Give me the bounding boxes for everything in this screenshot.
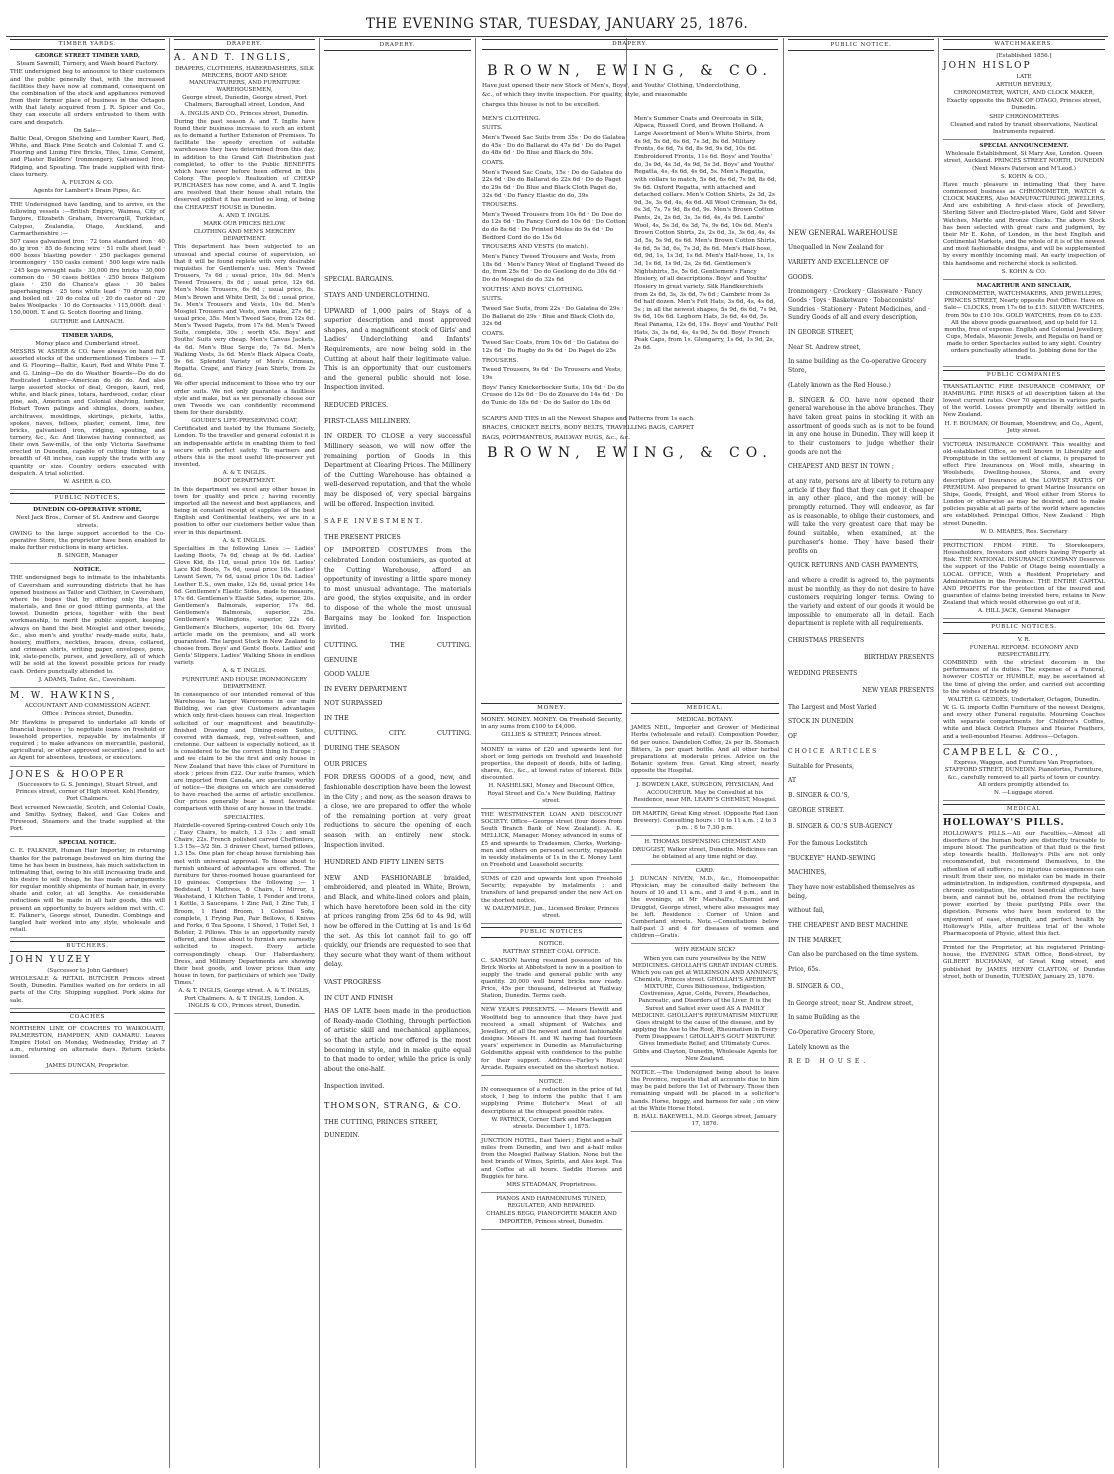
ad-text: IN EVERY DEPARTMENT (324, 684, 408, 693)
ad-body: HAS OF LATE been made in the production of Ready-made Clothing, through perfection of artistic skill and mechanical appliances, so that the article now offered is the most becoming in style, and in make quite equal to that made to order, while the price is only about the one-half. (324, 1007, 471, 1073)
advertisement (10, 507, 165, 564)
ad-text: B. SINGER & CO.'S SUB-AGENCY (788, 823, 893, 831)
column-4-lower (477, 702, 626, 1468)
spacer (324, 54, 471, 269)
ad-body: Have much pleasure in intimating that they have commenced business as CHRONOMETER, WATCH & CLOCK MAKERS, Also MANUFACTURING JEWELLERS, And are exhibiting A first-class stock of Jewellery, Sterling Silver and Electro-plated Ware, Gold and Silver Watches, Marble and Bronze Clocks. The above Stock has been selected with great care and judgment, by their Mr E. Kohn, of London, in the best English and Continental Markets, and the whole of it is of the newest and most fashionable designs, and will be supplemented by every monthly incoming mail. An early inspection of this handsome and recherché stock is solicited. (943, 181, 1105, 267)
ad-title: GEORGE STREET TIMBER YARD, (35, 53, 140, 60)
advertisement (481, 1007, 622, 1075)
ad-body: JAMES NEIL, Importer and Grower of Medicinal Herbs (wholesale and retail). Composition Powder, 6d per ounce. Dandelion Coffee, 2s per lb. Stomach Bitters, 2s per quart bottle. And all other herbal preparations at moderate prices. Advice on the Botanic system free. Great King street, nearly opposite the Hospital. (631, 725, 779, 775)
ad-text: The Largest and Most Varied (788, 703, 877, 711)
ad-text: SCARFS AND TIES in all the Newest Shapes and Patterns from 1s each. (482, 415, 695, 422)
ad-text: (Lately known as the Red House.) (788, 381, 891, 389)
section-header: MEDICAL. (631, 703, 779, 714)
ad-heading: CLOTHING AND MEN'S MERCERY DEPARTMENT. (193, 229, 296, 243)
ad-body: OF IMPORTED COSTUMES from the celebrated London costumiers, as quoted at the Cutting Warehouse, afford an opportunity of investing a little spare money to most unusual advantage. The materials are good, the styles exquisite, and in order to dispose of the whole the most unusual Bargains may be looked for. Inspection invited. (324, 546, 471, 632)
advertisement (943, 442, 1105, 540)
ad-subtitle: DRAPERS, CLOTHIERS, HABERDASHERS, SILK MERCERS, BOOT AND SHOE MANUFACTURERS, AND FURNITURE WAREHOUSEMEN, (175, 65, 314, 94)
ad-body: Hairdelle-covered Spring-centred Couch only 10s ; Easy Chairs, to match, 1.3 13s ; and small Chairs, 22s. French polished carved Cheffoniers, 1.3 15s—3/2 5in. 3 drawer Chest, turned pillows, 1.3 15s. One plan for cheap house furnishing has met with universal approval. To those about to furnish unheard of advantages are offered. The furniture for three-roomed house guaranteed for 10 guineas. Comprises the following :— 1 Bedstead, 1 Mattress, 6 Chairs, 1 Mirror, 1 Washstand, 1 Kitchen Table, 1 Fender and irons, 1 Kettle, 3 Saucepans, 1 Zinc Pail, 1 Zinc Tub, 1 Broom, 1 Hand Broom, 1 Colonial Sofa, complete, 1 Frying Pan, Pair Bellows, 6 Knives and Forks, 6 Tea Spoons, 1 Shovel, 1 Toilet Set, 1 Bolster, 2 Pillows. This is an opportunity rarely offered, and those about to furnish are earnestly solicited to inspect. Every article correspondingly cheap. Our Haberdashery, Dress, and Millinery Departments are showing their best goods, and lower prices than any house in town, for particulars of which see 'Daily Times.' (174, 822, 315, 987)
ad-title: NEW GENERAL WAREHOUSE (788, 229, 898, 238)
ad-body: IN consequence of a reduction in the price of fat stock, I beg to inform the public that I am supplying Prime Butcher's Meat of all descriptions at the cheapest possible rates. (481, 1087, 622, 1115)
ad-body: NORTHERN LINE OF COACHES TO WAIKOUAITI, PALMERSTON, HAMPDEN, AND OAMARU. Leaves Empire Hotel on Monday, Wednesday, Friday at 7 a.m., returning on alternate days. Return tickets issued. (10, 1025, 165, 1061)
list-body: Men's Tweed Sac Suits from 35s · Do do Galatea do 45s · Do do Ballarat do 47s 6d · Do do Paget do 48s 6d · Do Blue and Black do 59s. (482, 135, 626, 157)
column-rule (475, 38, 476, 1468)
ad-signature: J. ADAMS, Tailor, &c., Caversham. (38, 676, 137, 683)
ad-text: In same Building as the (788, 1014, 860, 1022)
section-header: COACHES (10, 1012, 165, 1023)
ad-body: FOR DRESS GOODS of a good, new, and fashionable description have been the lowest in the City ; and now, as the season draws to a close, we are prepared to offer the whole of the remaining portion at very great reductions to secure the opening of each season with an entirely new stock. Inspection invited. (324, 773, 471, 849)
ad-body: WHOLESALE & RETAIL BUTCHER Princes street South, Dunedin. Families waited on for orders in all parts of the City. Shipping supplied. Pork skins for sale. (10, 976, 165, 1004)
ad-text: WEDDING PRESENTS (788, 670, 858, 678)
list-body: Men's Summer Coats and Overcoats in Silk, Alpaca, Russell Cord, and Brown Holland. A Large Assortment of Men's White Shirts, from 4s 9d, 5s 6d, 6s 6d, 7s 3d, 8s 6d. Military Fronts, 6s 6d, 7s 6d, 8s 9d, 9s 6d, 10s 6d. Embroidered Fronts, 11s 6d. Boys' and Youths' do, 3s 9d, 4s 3d, 4s 9d, 5s 3d. Boys' and Youths' Regatta, 4s, 4s 6d, 4s 6d, 5s. Men's Regatta, with collars to match, 5s 6d, 6s 6d, 7s 9d, 8s 6d, 9s 6d. Oxford Regatta, with attached and detached collars. Men's Cotton Shirts, 2s 3d, 2s 9d, 3s, 3s 6d, 4s, 4s 6d. All Wool Crimean, 5s 6d, 6s 3d, 7s, 7s 9d, 8s 6d, 9s. Men's Brown Cotton Pants, 2s, 2s 6d, 3s, 3s 6d, 4s, 4s 9d. Lambs' Wool, 4s, 5s 3d, 6s 3d, 7s, 9s 6d, 10s 6d. Men's Brown Cotton Shirts, 2s, 2s 6d, 3s, 3s 6d, 4s, 4s 3d, 5s, 5s 9d, 6s 6d. Men's Brown Cotton Shirts, 4s 6d, 5s 3d, 6s, 7s 3d, 8s 6d. Men's Half-hose, 6d, 9d, 1s, 1s 3d, 1s 6d. Men's Half-hose, 1s, 1s 3d, 1s 6d, 1s 9d, 2s, 2s 6d. Gentlemen's Nightshirts, 5s, 5s 6d. Gentlemen's Fancy Hosiery, of all descriptions. Boys' and Youths' Hosiery in great variety. Silk Handkerchiefs from 2s 6d, 3s, 3s 6d, 7s 6d ; Cambric from 3s 6d half dozen. Men's Felt Hats, 3s 6d, 4s, 4s 6d, 5s ; in all the newest shapes, 5s 9d, 6s 6d, 7s 9d, 9s 6d, 10s 6d. Leghorn Hats, 3s 6d, 4s 6d, 5s. Real Panama, 12s 6d, 15s. Boys' and Youths' Felt Hats, 3s, 3s 6d, 4s, 4s 9d, 5s 6d. Boys' French Peak Caps, from 1s. Glengarry, 1s 6d, 1s 9d, 2s, 2s 6d. (634, 115, 778, 351)
ad-text: THE (390, 640, 405, 649)
ad-text: BAGS, PORTMANTEUS, RAILWAY RUGS, &c., &c. (482, 434, 630, 441)
ad-subtitle: CHRONOMETER, WATCH, AND CLOCK MAKER, (953, 90, 1095, 97)
ad-signature: A. AND T. INGLIS. (218, 212, 271, 219)
advertisement (631, 947, 779, 1067)
ad-signature: A. & T. INGLIS. (222, 470, 267, 477)
ad-heading: HUNDRED AND FIFTY LINEN SETS (324, 858, 444, 867)
ad-heading: SPECIAL BARGAINS. (324, 275, 394, 284)
ad-signature: GILLIES & STREET, Princes street. (501, 732, 602, 739)
advertisement (631, 811, 779, 836)
ad-signature: A. & T. INGLIS. (222, 537, 267, 544)
ad-body: JUNCTION HOTEL, East Taieri ; Eight and a-half miles from Dunedin, and two and a-half miles from the Mosgiel Railway Station. None but the best brands of Wines, Spirits, and Ales kept. Tea and Coffee at all hours. Saddle Horses and Buggies for hire. (481, 1137, 622, 1180)
ad-signature: W. ASHER & CO. (63, 478, 112, 485)
advertisement (10, 202, 165, 330)
ad-text: Exactly opposite the BANK OF OTAGO, Princes street, Dunedin. (946, 98, 1102, 112)
ad-signature: JAMES DUNCAN, Proprietor. (46, 1062, 129, 1069)
list-body: Tweed Sac Coats, from 10s 6d · Do Galatea do 12s 6d · Do Rugby do 9s 6d · Do Paget do 25s (482, 340, 619, 355)
ad-title: TIMBER YARDS, (61, 332, 114, 339)
ad-title: NOTICE. (73, 567, 102, 574)
price-list-left (482, 116, 626, 410)
ad-heading: VAST PROGRESS (324, 977, 382, 986)
ad-title: SPECIAL NOTICE. (58, 840, 117, 847)
ad-heading: FURNITURE AND HOUSE IRONMONGERY DEPARTMENT. (182, 676, 307, 690)
ad-body: PIANOS AND HARMONIUMS TUNED, REGULATED, AND REPAIRED. (496, 1196, 607, 1210)
ad-title: HOLLOWAY'S PILLS. (943, 818, 1065, 829)
ad-title: M. W. HAWKINS, (10, 690, 117, 701)
advertisement (10, 333, 165, 490)
ad-body: MONEY in sums of £20 and upwards lent for short or long periods on freehold and leasehold properties, the deposit of deeds, bills of lading, shares, &c., &c., at lowest rates of interest. Bills discounted. (481, 746, 622, 782)
ad-text: QUICK RETURNS AND CASH PAYMENTS, (788, 562, 919, 570)
column-2 (170, 38, 319, 1468)
ad-text: B. SINGER & CO.'S, (788, 791, 850, 799)
ad-text: Unequalled in New Zealand for (788, 244, 884, 252)
ad-body: W. G. G. imports Coffin Furniture of the newest Designs, and every other Funeral requisite. Mourning Coaches with separate compartments for Children's Coffins, white and black Ostrich Plumes and Hearse Feathers, and a well-mounted Hearse. Address—Octagon. (943, 705, 1105, 740)
ad-signature: A. & T. INGLIS. (222, 668, 267, 675)
advertisement (631, 868, 779, 945)
ad-text: GOODS. (788, 273, 814, 281)
advertisement (631, 1070, 779, 1132)
ad-body: UPWARD of 1,000 pairs of Stays of a superior description and most approved shapes, and a magnificent stock of Girls' and Ladies' Underclothing and Infants' Requirements, are now being sold in the Cutting at about half their legitimate value. This is an opportunity that our customers and the general public should not lose. Inspection invited. (324, 306, 471, 392)
column-5 (784, 38, 938, 1468)
brown-ewing-ad (478, 38, 782, 698)
ad-title: NOTICE. (538, 941, 565, 948)
ad-body: at any rate, persons are at liberty to return any article if they find that they can get it cheaper in any other place, and the money will be promptly returned. They will endeavor, as far as is reasonable, to oblige their customers, and will take the very greatest care that may be found suitable, when examined, at the purchaser's home. They have based their profits on (788, 478, 934, 555)
list-body: Tweed Trousers, 9s 6d · Do Trousers and Vests, 19s (482, 367, 622, 381)
advertisement (10, 955, 165, 1008)
ad-body: OWING to the large support accorded to the Co-operative Store, the proprietor have been enabled to make further reductions in many articles. (10, 530, 165, 551)
ad-title: BROWN, EWING, & CO. (487, 63, 773, 80)
ad-text: GENUINE (324, 655, 358, 664)
ad-text: Can also be purchased on the time system. (788, 951, 919, 959)
advertisement (481, 1196, 622, 1230)
ad-heading: STAYS AND UNDERCLOTHING. (324, 291, 430, 299)
advertisement (943, 748, 1105, 801)
ad-body: C. SAMSON having resumed possession of his Brick Works at Abbotsford is now in a position to supply the trade and general public with any quantity. 20,000 well burnt bricks now ready. Price, 45s per thousand, delivered at Railway Station, Dunedin. Terms cash. (481, 957, 622, 1000)
ad-signature: GUTHRIE and LARNACH. (50, 318, 125, 325)
ad-heading: MARK OUR PRICES BELOW. (203, 220, 286, 227)
advertisement (481, 747, 622, 809)
ad-text: N. —Luggage stored. (994, 789, 1054, 796)
ad-heading: SPECIALTIES. (224, 814, 265, 821)
ad-subtitle: (Successors to G. S. Jennings), Stuart Street, and Princes street, corner of High street. Kohl Hendry, Port Chalmers. (15, 782, 160, 803)
advertisement (481, 717, 622, 743)
ad-text: IN GEORGE STREET, (788, 329, 854, 337)
ad-body: B. SINGER & CO. have now opened their general warehouse in the above branches. They have taken great pains in stocking it with an assortment of goods such as is not to be found in any one house in Dunedin. They will keep it to their customers to judge whether their goods are not the (788, 396, 935, 456)
ad-text: CUTTING. (324, 640, 358, 649)
ad-title: JOHN HISLOP (943, 61, 1032, 72)
section-header: TIMBER YARDS. (10, 39, 165, 50)
advertisement (631, 839, 779, 864)
ad-body: During the past season A. and T. Inglis have found their business increase to such an extent as to demand a further Extension of Premises. To facilitate the speedy erection of suitable warehouses they have determined from this day, in addition to the Grand Gift Distribution just completed, to offer to the Public BENEFITS which have never before been offered in this Colony. The people's Realization of CHEAP PURCHASES has now come, and A. and T. Inglis are resolved that their house shall retain the deserved epithet it has merited so long, of being the CHEAPEST HOUSE in Dunedin. (174, 118, 315, 211)
ad-body: COMBINED with the strictest decorum in the performance of its duties. The expense of a Funeral, however COSTLY or HUMBLE, may be ascertained at the time of giving the order, and carried out according to the wishes of friends by (943, 660, 1105, 695)
ad-text: Inspection invited. (324, 1082, 385, 1091)
ad-body: Specialties in the following Lines :— Ladies' Lasting Boots, 7s 6d, cheap at 9s 6d. Ladies' Glove Kid, 8s 11d, usual price 10s 6d. Ladies' Lace Kid Boots, 7s 6d, usual price 10s. Ladies' Levant Sewn, 7s 6d, usual price 10s 6d. Ladies' Leather E.S., own make, 12s 6d, usual price 14s 6d. Gentlemen's Elastic Sides, made to measure, 17s 6d. Gentlemen's Elastic Sides, superior, 20s. Gentlemen's Balmorals, superior, 17s 6d. Gentlemen's Balmorals, superior, 25s. Gentlemen's Wellingtons, superior, 22s 6d. Gentlemen's Bluchers, superior, 10s 6d. Every article made on the premises, and all work guaranteed. The largest Stock in New Zealand to choose from. Boys' and Gents' Boots. Ladies' and Gents' Slippers. Ladies' Walking Shoes in endless variety. (174, 545, 315, 667)
ad-text: CUTTING. (437, 728, 471, 737)
ad-text: MACHINES, (788, 869, 827, 877)
section-header: PUBLIC NOTICES. (943, 622, 1105, 633)
ad-text: In same building as the Co-operative Grocery Store, (788, 358, 927, 375)
section-header: PUBLIC COMPANIES (943, 370, 1105, 381)
ad-signature: MRS STEADMAN, Proprietress. (506, 1181, 597, 1188)
ad-text: They have now established themselves as being, (788, 884, 915, 900)
ad-text: DUNEDIN. (324, 1130, 360, 1139)
masthead: THE EVENING STAR, TUESDAY, JANUARY 25, 1876. (365, 16, 749, 32)
advertisement (10, 53, 165, 199)
ad-body: THE undersigned beg to announce to their customers and the public generally that, with the increased facilities they have now at command, consequent on the combination of the stock and appliances removed from their former place of business in the Octagon with that lately acquired from J. R. Spicer and Co., they can execute all orders entrusted to them with care and despatch. (10, 69, 165, 126)
price-lists (482, 116, 778, 410)
ad-list: Ironmongery · Crockery · Glassware · Fancy Goods · Toys · Basketware · Tobacconists' Sundries · Stationery · Patent Medicines, and · Sundry Goods of all and every description, (788, 288, 930, 322)
ad-body: IN ORDER TO CLOSE a very successful Millinery season, we will now offer the remaining portion of Goods in this Department at Clearing Prices. The Millinery of the Cutting Warehouse has obtained a well-deserved reputation, and that the whole may be disposed of, very special bargains will be offered. Inspection invited. (324, 432, 471, 508)
ad-text: NEW YEAR PRESENTS (862, 687, 934, 695)
ad-body: Express, Waggon, and Furniture Van Proprietors, STAFFORD STREET, DUNEDIN. Pianofortes, Furniture, &c., carefully removed to all parts of town or country. All orders promptly attended to. (944, 760, 1104, 788)
ad-signature: A. HILL JACK, General Manager (977, 608, 1071, 615)
ad-body: In consequence of our intended removal of this Warehouse to larger Warerooms in our main Building, we can give Customers advantages which only first-class houses can rival. Inspection solicited of our magnificent and beautifully-finished Drawing and Dining-room Suites, covered with damask, rep, velvet-satteen, and cretonne. Our satteen is especially noticed, as it is considered to be the correct thing in Europe ; and we claim to be the first and only house in New Zealand that have this class of Furniture in stock ; prices from £22. Our suite frames, which are imported from Canada, are specially worthy of notice—the designs on which are considered to have reached the acme of artistic excellence. Our prices generally bear a most favorable comparison with those of any house in the trade. (174, 691, 315, 813)
ad-text: CITY. (388, 728, 407, 737)
list-body: Men's Fancy Tweed Trousers and Vests, from 18s 6d · Men's Fancy West of England Tweed do do, from 25s 6d · Do do Geelong do do 30s 6d · Do do Mosgiel do do 32s 6d (482, 254, 624, 283)
ad-heading: OUR PRICES (324, 759, 368, 768)
ad-body: This department has been subjected to an unusual and special course of supervision, so that it will be found replete with very desirable requisites for Gentlemen's use. Men's Tweed Trousers, 7s 6d ; usual price, 10s 6d. Men's Tweed Trousers, 8s 6d ; usual price, 12s 6d. Men's Mole Trousers, 6s 6d ; usual price, 8s. Men's Brown and White Drill, 3s 6d ; usual price, 5s. Men's Trousers and Vests, 10s 6d. Men's Mosgiel Trousers and Vests, own make, 27s 6d ; usual price, 35s. Men's Tweed Sacs, from 12s 6d. Men's Tweed Pagets, from 17s 6d. Men's Tweed Suits, complete, 30s ; worth 45s. Boys' and Youths' Suits very cheap. Men's Canvas Jackets, 4s 6d. Men's Blue Serge do, 7s 6d. Men's Walking Vests, 3s 6d. Men's Black Alpaca Coats, 9s 6d. Splendid Variety of Men's Crimean, Regatta, Crape, and Fancy Jean Shirts, from 2s 6d. (174, 244, 315, 380)
advertisement (481, 876, 622, 924)
ad-subtitle: A. INGLIS AND CO., Princes street, Dunedin. (180, 110, 309, 117)
advertisement (481, 1079, 622, 1135)
section-header: BUTCHERS. (10, 941, 165, 952)
advertisement (481, 941, 622, 1004)
section-header: WATCHMAKERS. (943, 39, 1105, 50)
advertisement (10, 567, 165, 688)
ad-text: CUTTING. (437, 640, 471, 649)
ad-heading: REDUCED PRICES. (324, 401, 389, 410)
ad-intro: charges this house is not to be excelled. (482, 102, 600, 109)
ad-intro: &c., of which they invite inspection. For quality, style, and reasonable (482, 92, 688, 99)
ad-text: VARIETY AND EXCELLENCE OF (788, 258, 889, 266)
list-heading: TROUSERS. (482, 202, 519, 209)
ad-text: STOCK IN DUNEDIN (788, 718, 854, 726)
ad-body: HOLLOWAY'S PILLS.—All our Faculties.—Almost all disorders of the human body are distinctly traceable to impure blood. The purification of that fluid is the first step towards health. Holloway's Pills are not only recommended, but recommend themselves, to the attention of all sufferers ; no injurious consequences can result from their use, no mistake can be made in their administration. In indigestion, confirmed dyspepsia, and chronic constipation, the most beneficial effects have been, and cannot but be, obtained from the rectifying power exerted by these purifying Pills over the digestion. Persons who have been restored to the enjoyment of ease, strength, and perfect health by Holloway's Pills, after fruitless trial of the whole Pharmacopoeia of Physic, attest this fact. (943, 830, 1105, 937)
advertisement (10, 1026, 165, 1074)
ad-text: Near St. Andrew street, (788, 343, 861, 351)
ad-text: For the famous Lockstitch (788, 839, 868, 847)
ad-title: CAMPBELL & CO., (943, 747, 1060, 758)
section-header: DRAPERY. (324, 39, 471, 51)
ad-text: THE CHEAPEST AND BEST MACHINE (788, 922, 908, 930)
advertisement (10, 840, 165, 938)
ad-body: and where a credit is agreed to, the payments must be monthly, as they do not desire to have customers requiring longer terms. Owing to the variety and extent of our goods it would be impossible to enumerate all in detail. Each department is replete with all requirements. (788, 576, 934, 628)
ad-text: OF (788, 733, 798, 741)
ad-body: DR MARTIN, Great King street. (Opposite Red Lion Brewery). Consulting hours : 10 to 11 a.m. ; 2 to 3 p.m. ; 6 to 7.30 p.m. (632, 810, 778, 832)
ad-body: THE undersigned begs to intimate to the inhabitants of Caversham and surrounding districts that he has opened business as Tailor and Clothier, in Caversham, where he hopes that by offering only the best materials, and fine or good fitting garments, at the lowest Dunedin prices, together with the best workmanship, to merit the public support, keeping always on hand the best Mosgiel and other tweeds, &c., also men's and youths' ready-made suits, hats, hosiery, mufflers, neckties, braces, dress, collared, and crimean shirts, writing paper, envelopes, pens, ink, slate-pencils, purses, and jewellery, all of which will be sold at the lowest possible prices for ready cash. Orders punctually attended to. (10, 575, 165, 675)
ad-signature: A. & T. INGLIS, George street. A. & T. INGLIS, Port Chalmers. A. & T. INGLIS, London. A. INGLIS & CO., Princes street, Dunedin. (178, 988, 311, 1009)
price-list-right (634, 116, 778, 410)
ad-subtitle: RATTRAY STREET COAL OFFICE. (502, 949, 601, 956)
ad-text: B. SINGER & CO., (788, 982, 844, 990)
ad-subtitle: S. KOHN & CO., (1000, 173, 1048, 180)
ad-text: Cleaned and rated by transit observations, Nautical Instruments repaired. (950, 121, 1098, 135)
ad-text: In George street, near St. Andrew street, (788, 999, 914, 1007)
ad-text: IN THE MARKET, (788, 936, 842, 944)
advertisement (943, 543, 1105, 620)
ad-heading: GOUDIE'S LIFE-PRESERVING COAT, (191, 418, 298, 425)
advertisement (10, 770, 165, 838)
column-1 (6, 38, 169, 1468)
ad-subtitle: SHIP CHRONOMETERS (989, 113, 1059, 120)
ad-signature: H. NASHELSKI, Money and Discount Office, Royal Street and Co.'s New Building, Rattray street. (487, 783, 616, 804)
ad-subtitle: Moray place and Cumberland street. (35, 340, 140, 347)
advertisement (943, 637, 1105, 745)
ad-body: Mr Hawkins is prepared to undertake all kinds of financial business ; to negotiate loans on freehold or leasehold properties, repayable by instalments if required ; to make advances on mercantile, pastoral, agricultural, or other approved securities ; and to act as Agent for absentees, trustees, or executors. (10, 719, 165, 762)
ad-subtitle: Next Jack Bros., Corner of St. Andrew and George streets. (16, 515, 159, 529)
advertisement (943, 384, 1105, 439)
ad-signature: A. FULTON & CO. (61, 179, 114, 186)
ad-signature: WALTER G. GEDDES, Undertaker, Octagon, Dunedin. (947, 696, 1101, 703)
list-heading: SUITS. (482, 296, 503, 303)
ad-heading: FIRST-CLASS MILLINERY. (324, 416, 411, 425)
ad-body: In this department we excel any other house in town for quality and price ; having recently imported all the newest and best appliances, and being in constant receipt of supplies of the best English and Continental leathers, we are in a position to offer our customers better value than ever in this department. (174, 486, 315, 536)
ad-text: CUTTING. (324, 728, 358, 737)
list-heading: TROUSERS AND VESTS (to match). (482, 244, 589, 251)
cutting-line (324, 729, 471, 739)
ad-subtitle: FUNERAL REFORM. ECONOMY AND RESPECTABILITY. (969, 644, 1079, 658)
ad-heading: IN CUT AND FINISH (324, 993, 394, 1002)
list-heading: TROUSERS. (482, 357, 519, 364)
ad-text: Office : Princes street, Dunedin. (41, 711, 134, 718)
ad-text: CHEAPEST AND BEST IN TOWN ; (788, 463, 894, 471)
ad-title: A. AND T. INGLIS, (174, 53, 292, 64)
ad-text: Agents for Lambert's Drain Pipes, &c. (33, 187, 142, 194)
ad-list: 507 cases galvanised iron · 72 tons standard iron · 40 do ig iron · 85 do fencing wire · 51 rolls sheet lead · 600 boxes blasting powder · 250 packages general ironmongery · 150 casks cement · 500 kegs wire nails · 245 kegs wrought nails · 30,000 fire bricks · 30,000 common do · 50 cases bottles · 250 boxes Belgium glass · 250 do Chance's glass · 30 bales paperhangings · 25 tons white lead · 70 drums raw and boiled oil · 20 do colza oil · 20 do castor oil · 20 bales Woolpacks · 10 do Cornsacks · 115,000ft. deal · 150,000ft. T. and G. Scotch flooring and lining. (10, 238, 165, 317)
advertisement (10, 691, 165, 767)
ad-body: Best screened Newcastle, Scotch, and Colonial Coals, and Smithy. Sydney, Baked, and Gas Cokes and Firewood, Steamers and the trade supplied at the Port. (10, 804, 165, 833)
ad-title: WHY REMAIN SICK? (674, 947, 736, 954)
section-header: PUBLIC NOTICES (481, 927, 622, 938)
ad-text: LATE (1016, 73, 1032, 80)
ad-signature: W. PATRICK, Corner Clark and Maclaggan streets. December 1, 1875. (491, 1116, 612, 1130)
advertisement (943, 143, 1105, 280)
ad-body: MESSRS W. ASHER & CO. have always on hand full assorted stocks of the undermentioned Timbers :— T. and G. Flooring—Baltic, Kauri, Red and White Pine T. and G. Lining—Do do do Weather Boards—Do do do Rusticated Lumber—American do do do. And also large assorted stocks of deal, Oregon, kauri, red, white, and black pines, totara, hardwood, cedar, clear pine, ash, American and Colonial shelving, lumber, Hobart Town palings and shingles, doors, sashes, architraves, mouldings, skirtings, pickets, laths, spokes, naves, felloes, plaster, cement, lime, fire bricks, galvanised iron, ridging, spouting, and turnery, &c., &c. And likewise having connected, as their own Saw-mills, of the only Victoria Sawframe erected in Dunedin, capable of cutting timber to a breadth of 48 inches, can supply the trade with any quantity or size. Country orders executed with despatch. A trial solicited. (10, 349, 165, 477)
ad-text: Wholesale Establishment, St Mary Axe, London. Queen street, Auckland. PRINCES STREET NORTH, DUNEDIN (Next Messrs Paterson and M'Leod.) (943, 151, 1105, 172)
ad-body: H. THOMAS DISPENSING CHEMIST AND DRUGGIST, Walker street, Dunedin. Medicines can be obtained at any time night or day. (632, 839, 778, 860)
advertisement (631, 782, 779, 807)
ad-text: AT (788, 777, 797, 785)
advertisement (481, 812, 622, 873)
ad-text: Price, 65s. (788, 966, 821, 974)
ad-text: On Sale— (73, 127, 102, 134)
advertisement (943, 818, 1105, 942)
ad-body: NEW YEAR'S PRESENTS. — Messrs Hewitt and Woolfield beg to announce that they have just received a small shipment of Watches and Jewellery, of all the newest and most fashionable designs. Messrs H. and W. having had fourteen years' experience in Dunedin as Manufacturing Goldsmiths appeal with confidence to the public for their support. Address—Farley's Royal Arcade. Repairs executed on the shortest notice. (481, 1007, 622, 1071)
ad-subtitle: Steam Sawmill, Turnery, and Wash board Factory. (16, 61, 159, 68)
ad-subtitle: ACCOUNTANT AND COMMISSION AGENT. (24, 703, 151, 710)
column-5-lower (627, 702, 783, 1468)
advertisement (943, 53, 1105, 140)
ad-title: SPECIAL ANNOUNCEMENT. (979, 143, 1069, 150)
section-header: DRAPERY. (482, 39, 778, 50)
list-body: Men's Tweed Trousers from 10s 6d · Do Doe do do 12s 6d · Do Fancy Cord do 10s 6d · Do Cotton do do 8s 6d · Do Printed Moles do 9s 6d · Do Bedford Cord do do 15s 6d (482, 211, 626, 241)
ad-subtitle: (Successor to John Gardner) (47, 967, 128, 974)
ad-title: CARD. (695, 867, 715, 874)
column-3 (320, 38, 475, 1468)
ad-body: CHRONOMETER, WATCHMAKERS, AND JEWELLERS, PRINCES STREET, Nearly opposite Post Office. Have on Sale— CLOCKS, from 17s 6d to £15. SILVER WATCHES, from 50s to £10 10s. GOLD WATCHES, from £6 to £35. All the above goods guaranteed, and up held for 12 months, free of expense. English and Colonial Jewellery, Cups, Medals, Masonic Jewels, and Regalia on hand or made to order. Spectacles suited to any sight. Country orders punctually attended to. Jobbing done for the trade. (943, 291, 1105, 362)
ad-text: GEORGE STREET. (788, 806, 845, 814)
printer-imprint: Printed for the Proprietor, at his registered Printing-house, the EVENING STAR Office, Bond-street, by GILBERT BUCHANAN, of Great King street, and published by JAMES HENRY CLAYTON, of Dundas street, both of Dunedin, TUESDAY, January 25, 1876. (943, 945, 1105, 980)
ad-text: NOT SURPASSED (324, 699, 383, 708)
advertisement (631, 717, 779, 779)
ad-signature: THOMSON, STRANG, & CO. (324, 1101, 462, 1111)
masthead-rule (6, 36, 1108, 37)
ad-text: BRACES, CRICKET BELTS, BODY BELTS, TRAVELLING BAGS, CARPET (482, 425, 695, 432)
ad-body: Certificated and tested by the Humane Society, London. To the traveller and general colonist it is an indispensable article in enabling them to feel secure with perfect safety. To mariners and others this is the most useful life-preserver yet invented. (174, 426, 315, 469)
ad-body: NEW AND FASHIONABLE braided, embroidered, and pleated in White, Brown, and Black, and white-lined colors and plain, which have heretofore been sold in the city at prices ranging from 25s 6d to 4s 9d, will now be offered in the Cutting at 1s and 1s 6d the set. As this lot cannot fail to go off quickly, our friends are requested to see that they secure what they want of them without delay. (324, 873, 471, 969)
ad-body: TRANSATLANTIC FIRE INSURANCE COMPANY, OF HAMBURG. FIRE RISKS of all description taken at the lowest current rates. Over 70 agencies in various parts of the world. Losses promptly and liberally settled in New Zealand. (943, 383, 1105, 419)
section-header: MONEY. (481, 703, 622, 714)
list-heading: SUITS. (482, 125, 503, 132)
ad-text: RED HOUSE. (788, 1058, 870, 1066)
ad-heading: SAFE INVESTMENT. (324, 517, 425, 526)
list-heading: MEN'S CLOTHING. (482, 115, 541, 122)
advertisement (174, 53, 315, 1014)
ad-heading: THE PRESENT PRICES (324, 532, 401, 541)
ad-title: JONES & HOOPER (10, 769, 126, 780)
ad-subtitle: George street, Dunedin, George street, Port Chalmers, Baroughall street, London, And (182, 95, 307, 109)
list-heading: YOUTHS' AND BOYS' CLOTHING. (482, 286, 584, 293)
list-body: Tweed Sac Suits, from 22s · Do Galatea do 29s · Do Ballarat do 29s · Blue and Black Cloth do, 32s 6d (482, 305, 624, 328)
ad-text: BIRTHDAY PRESENTS (864, 653, 934, 661)
advertisement (481, 1138, 622, 1193)
ad-text: [Established 1856.] (996, 53, 1052, 60)
ad-text: Lately known as the (788, 1043, 850, 1051)
ad-text: GOOD VALUE (324, 670, 370, 679)
list-heading: COATS. (482, 330, 505, 337)
ad-body: When you can cure yourselves by the NEW MEDICINES. GHOLLAH'S GREAT INDIAN CURES. Which you can get at WILKINSON AND ANNING'S, Chemists, Princes street. GHOLLAH'S APERIENT MIXTURE, Cures Billiousness, Indigestion, Costiveness, Ague, Colds, Fevers, Headaches, Pancreatic, and Disorders of the Liver. It is the Surest and Safest ever used AS A FAMILY MEDICINE. GHOLLAH'S RHEUMATISM MIXTURE Goes straight to the cause of the disease, and by applying the Axe to the Root, Rheumatism in Every Form Disappears ! GHOLLAH'S GOUT MIXTURE Gives Immediate Relief, and Ultimately Cures. Gibbs and Clayton, Dunedin, Wholesale Agents for New Zealand. (631, 955, 779, 1062)
ad-signature: BROWN, EWING, & CO. (487, 445, 773, 462)
ad-text: "BUCKEYE" HAND-SEWING (788, 854, 876, 862)
ad-signature: CHARLES BEGG, PIANOFORTE MAKER AND IMPORTER, Princes street, Dunedin. (486, 1211, 617, 1225)
cutting-line (324, 641, 471, 651)
spacer (788, 54, 934, 224)
ad-heading: BOOT DEPARTMENT. (213, 478, 276, 485)
ad-body: MONEY. MONEY. MONEY. On Freehold Security, in any sums from £100 to £4,000. (481, 717, 622, 731)
ad-title: NOTICE. (538, 1078, 565, 1085)
section-header: DRAPERY. (174, 39, 315, 50)
section-header: MEDICAL (943, 804, 1105, 815)
ad-text: without fail, (788, 907, 825, 915)
ad-signature: B. SINGER, Manager (57, 553, 118, 560)
ad-body: J. DUNCAN NIVEN, M.D., &c., Homoeopathic Physician, may be consulted daily between the hours of 10 and 11 a.m., and 3 and 4 p.m., and in the evenings, at Mr Marshall's, Chemist and Druggist, George street, where also messages may be left. Residence : Corner of Union and Cumberland streets. Note.—Consultations below half-past 3 and 4 for diseases of women and children—Gratis. (631, 875, 779, 940)
ad-body: J. BOWDEN LAKE, SURGEON, PHYSICIAN, And ACCOUCHEUR. May be Consulted at his Residence, near MR. LEARY'S CHEMIST, Mosgiel. (633, 782, 777, 803)
ad-body: We offer special inducement to those who try our order suits. We not only guarantee a faultless style and make, but as we personally choose our own Tweeds we can confidently recommend them for their durability. (174, 381, 315, 417)
ad-title: MACARTHUR AND SINCLAIR, (976, 282, 1072, 289)
section-header: PUBLIC NOTICES. (10, 493, 165, 504)
list-body: Boys' Fancy Knickerbocker Suits, 10s 6d · Do do Crusoe do 12s 6d · Do do Zouave do 14s 6d · Do do Tunic do 18s 6d · Do do Sailor do 18s 6d (482, 384, 625, 406)
ad-text: IN THE (324, 713, 349, 722)
ad-body: PROTECTION FROM FIRE. To Storekeepers, Householders, Investors and others having Property at Risk. THE NATIONAL INSURANCE COMPANY Deserves the support of the Public of Otago being essentially a LOCAL OFFICE, With a Resident Proprietary and Administration in the Province. THE ENTIRE CAPITAL AND PROFITS For the protection of the insured and guarantee of claims being invested here, retains in New Zealand that which would otherwise go out of it. (943, 542, 1105, 607)
ad-heading: DURING THE SEASON (324, 744, 400, 753)
ad-body: SUMS of £20 and upwards lent upon Freehold Security, repayable by instalments ; and transfers of land prepared under the new Act on the shortest notice. (481, 876, 622, 904)
ad-list: Baltic Deal, Oregon Shelving and Lumber Kauri, Red, White, and Black Pine Scotch and Colonial T. and G. Flooring and Lining Fire Bricks, Tiles, Lime, Cement, and Plaster Builders' Ironmongery, Galvanised Iron, Ridging, and Spouting. The trade supplied with first-class turnery. (10, 135, 165, 178)
ad-text: Co-Operative Grocery Store, (788, 1028, 875, 1036)
ad-title: DUNEDIN CO-OPERATIVE STORE, (33, 507, 142, 514)
list-heading: COATS. (482, 159, 505, 166)
ad-body: C. E. FALKNER, Human Hair Importer, in returning thanks for the patronage bestowed on him during the time he has been in business, has much satisfaction in intimating that, owing to his still increasing trade and his desire to sell cheap, he has made arrangements for regular monthly shipments of human hair, in every shade and color, at all lengths. As considerable reductions will be made in all hair goods, this will present an opportunity to buyers seldom met with. C. E. Falkner's, George street, Dunedin. Combings and tangled hair worked into any style, wholesale and retail. (10, 848, 165, 934)
ad-intro: Have just opened their new Stock of Men's, Boys', and Youths' Clothing, Underclothing, (482, 82, 741, 89)
list-body: Men's Tweed Sac Coats, 15s · Do do Galatea do 22s 6d · Do do Ballarat do 22s 6d · Do do Paget do 29s 6d · Do Blue and Black Cloth Paget do, 32s 6d · Do Fancy Elastic do do, 39s (482, 169, 622, 199)
ad-title: V. R. (1017, 636, 1031, 643)
ad-title: MEDICAL BOTANY. (676, 717, 734, 724)
ad-body: NOTICE.—The Undersigned being about to leave the Province, requests that all accounts due to him may be paid before the 1st of February. Those then remaining unpaid will be placed in a solicitor's hands. Horse, buggy, and harness for sale ; on view at the White Horse Hotel. (631, 1069, 779, 1112)
ad-title: JOHN YUZEY (10, 955, 92, 966)
ad-signature: W. DALRYMPLE, Jun., Licensed Broker, Princes street. (484, 905, 619, 919)
ad-signature: S. KOHN & CO. (1001, 268, 1047, 275)
column-6 (939, 38, 1109, 1468)
ad-text: CHRISTMAS PRESENTS (788, 637, 865, 644)
ad-body: THE WESTMINSTER LOAN AND DISCOUNT SOCIETY. Office—George street (four doors from South Branch Bank of New Zealand). A. K. MELLICK, Manager. Money advanced in sums of £5 and upwards to Tradesmen, Clerks, Working-men and others on personal security, repayable in weekly instalments of 1s in the £. Money Lent on Freehold and Leasehold security. (481, 811, 622, 868)
ad-text: CHOICE ARTICLES (788, 747, 879, 755)
ad-body: VICTORIA INSURANCE COMPANY. This wealthy and old-established Office, so well known in Liberality and Promptitude in the settlement of claims, is prepared to effect Fire Insurances on Wool mills, shearing in Woolsheds, Dwelling-houses, Stores, and every description of Insurance at the LOWEST RATES OF PREMIUM. Also prepared to grant Marine Insurance on Ships, Goods, Freight, and Wool either from Stores to London or otherwise as may be desired, and to make policies payable at all parts of the world where agencies are established. Principal Office, New Zealand : High street Dunedin. (943, 441, 1105, 527)
ad-signature: W. D. MEARES, Res. Secretary (980, 528, 1068, 535)
section-header: PUBLIC NOTICE. (788, 39, 934, 51)
ad-signature: H. F. BOUMAN, Of Bouman, Moendrew, and Co., Agent, Jetty street. (944, 420, 1104, 434)
ad-subtitle: ARTHUR BEVERLY, (995, 81, 1053, 88)
ad-text: Suitable for Presents, (788, 762, 855, 770)
ad-signature: B. HALL BAKEWELL, M.D. George street, January 17, 1876. (633, 1113, 777, 1127)
advertisement (943, 283, 1105, 367)
ad-text: THE CUTTING, PRINCES STREET, (324, 1118, 438, 1127)
ad-body: THE Undersigned have landing, and to arrive, ex the following vessels :—British Empire, Waimea, City of Tanjore, Elizabeth Graham, Invercargill, Turkistan, Calypso, Zealandia, Otago, Auckland, and Carmarthenshire :— (10, 202, 165, 237)
